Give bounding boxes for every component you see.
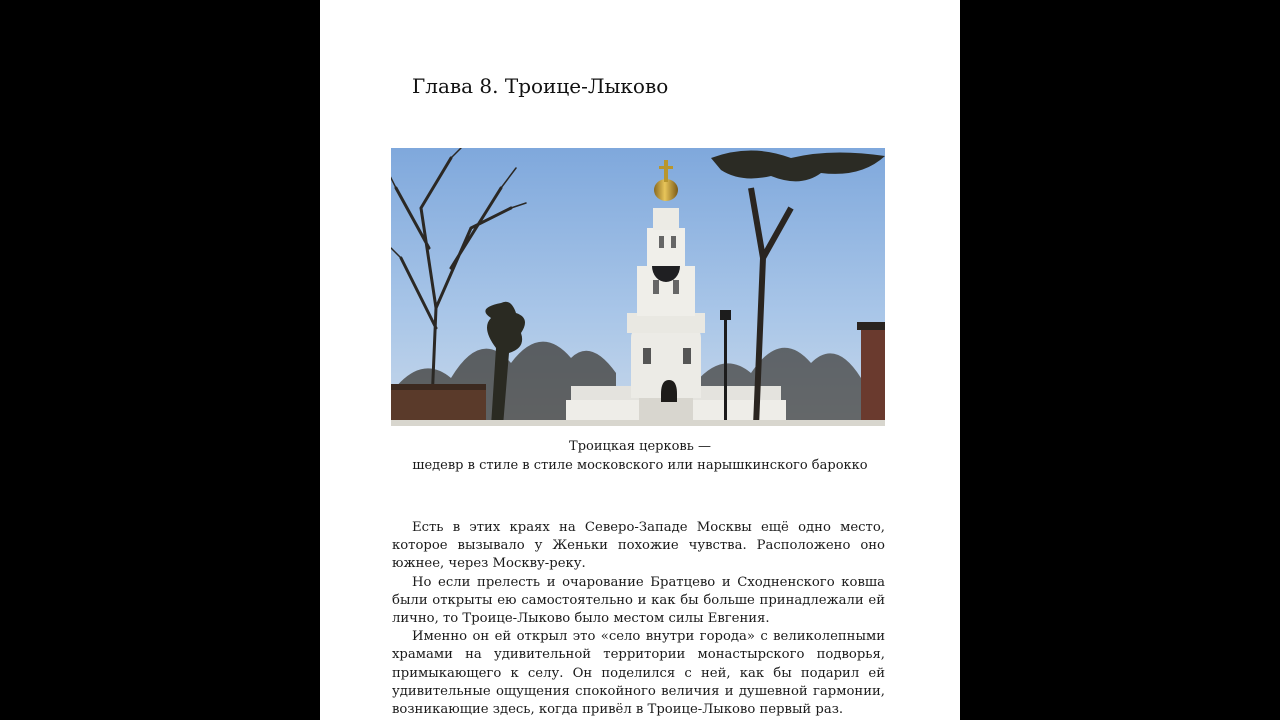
paragraph: Есть в этих краях на Северо-Западе Москвы ещё одно место, которое вызывало у Женьки похожие чувства. Расположено оно южнее, через Москву-реку.	[392, 520, 885, 572]
paragraph: Именно он ей открыл это «село внутри города» с великолепными храмами на удивительной территории монастырского подворья, примыкающего к селу. Он поделился с ней, как бы подарил ей удивительные ощущения спокойного величия и душевной гармонии, возникающие здесь, когда привёл в Троице-Лыково первый раз.	[392, 629, 885, 718]
body-text	[392, 519, 885, 719]
book-page	[320, 0, 960, 720]
paragraph: Но если прелесть и очарование Братцево и Сходненского ковша были открыты ею самостоятельно и как бы больше принадлежали ей лично, то Троице-Лыково было местом силы Евгения.	[392, 574, 885, 627]
church-photo	[391, 148, 885, 426]
caption-line-2: шедевр в стиле в стиле московского или нарышкинского барокко	[412, 457, 868, 473]
chapter-title: Глава 8. Троице-Лыково	[412, 74, 669, 98]
figure-caption	[360, 438, 920, 475]
caption-line-1: Троицкая церковь —	[569, 439, 711, 454]
